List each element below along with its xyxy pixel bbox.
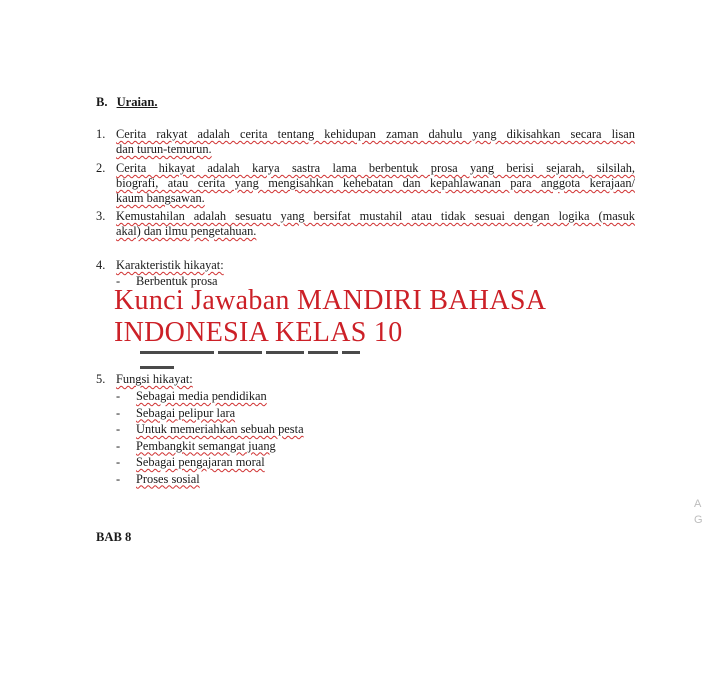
list-item	[116, 421, 304, 438]
item-line: dan turun-temurun.	[116, 142, 212, 156]
dash-bullet: -	[116, 274, 121, 288]
dash-bullet: -	[116, 422, 121, 436]
next-chapter-heading	[96, 530, 146, 544]
answer-item-1	[116, 127, 635, 157]
dash-bullet: -	[116, 389, 121, 403]
list-item-text: Untuk memeriahkan sebuah pesta	[136, 422, 304, 436]
item-line: Cerita rakyat adalah cerita tentang kehidupan zaman dahulu yang dikisahkan secara lisan	[116, 127, 635, 141]
overlay-title-line-1: Kunci Jawaban MANDIRI BAHASA	[114, 285, 547, 316]
answer-item-4	[116, 258, 635, 273]
section-letter: B.	[96, 95, 108, 109]
item-number: 5.	[96, 372, 106, 386]
overlay-title	[114, 285, 546, 349]
item-line: Karakteristik hikayat:	[116, 258, 224, 272]
list-item-text: Proses sosial	[136, 471, 200, 486]
answer-item-3	[116, 209, 635, 239]
item-number: 1.	[96, 127, 106, 141]
answer-item-5	[116, 372, 635, 387]
edge-glyph: A	[694, 498, 702, 510]
list-item-text: Sebagai media pendidikan	[136, 389, 267, 403]
section-title: Uraian.	[116, 95, 158, 109]
item-line: kaum bangsawan.	[116, 191, 205, 205]
item-number: 3.	[96, 209, 106, 223]
dash-bullet: -	[116, 438, 121, 453]
edge-glyph: G	[694, 514, 703, 526]
answer-item-2	[116, 161, 635, 206]
list-item-text: Sebagai pengajaran moral	[136, 455, 265, 469]
functions-list	[116, 388, 304, 487]
item-line: Cerita hikayat adalah karya sastra lama berbentuk prosa yang berisi sejarah, silsilah,	[116, 161, 635, 175]
dash-bullet: -	[116, 471, 121, 486]
item-number: 2.	[96, 161, 106, 175]
obscured-text-line	[140, 349, 398, 355]
dash-bullet: -	[116, 405, 121, 420]
next-chapter-heading-text: BAB 8	[96, 530, 132, 544]
item-line: Fungsi hikayat:	[116, 372, 193, 386]
item-line: akal) dan ilmu pengetahuan.	[116, 224, 257, 238]
section-heading	[96, 95, 158, 110]
list-item-text: Sebagai pelipur lara	[136, 405, 236, 420]
dash-bullet: -	[116, 455, 121, 469]
overlay-title-line-2: INDONESIA KELAS 10	[114, 317, 403, 348]
list-item	[116, 471, 304, 488]
list-item-text: Berbentuk prosa	[136, 274, 218, 288]
item-number: 4.	[96, 258, 106, 272]
item-line: Kemustahilan adalah sesuatu yang bersifat mustahil atau tidak sesuai dengan logika (masuk	[116, 209, 635, 223]
list-item	[116, 388, 304, 405]
list-item-text: Pembangkit semangat juang	[136, 438, 276, 453]
list-item	[116, 438, 304, 455]
list-item	[116, 454, 304, 471]
item-line: biografi, atau cerita yang mengisahkan kehebatan dan kepahlawanan para anggota kerajaan/	[116, 176, 635, 190]
list-item	[116, 405, 304, 422]
